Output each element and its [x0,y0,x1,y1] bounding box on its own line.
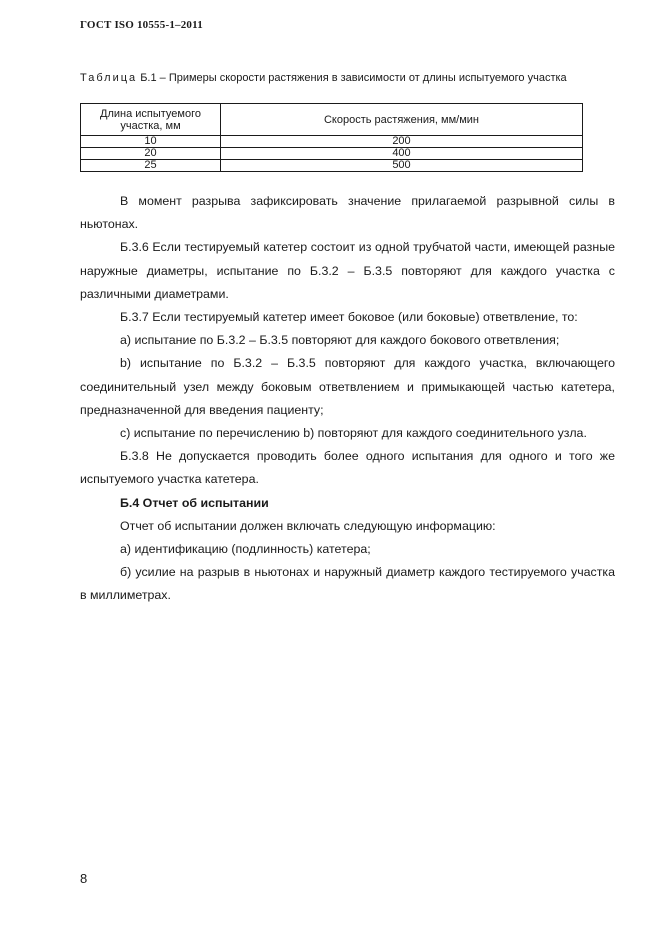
report-item-a: а) идентификацию (подлинность) катетера; [120,542,371,557]
table-caption-text: Б.1 – Примеры скорости растяжения в зависимости от длины испытуемого участка [137,72,567,84]
table-row [81,148,583,160]
table-header-row [81,104,583,136]
table-caption-label: Таблица [80,72,138,84]
table-cell: 10 [81,136,221,148]
table-cell: 500 [221,160,583,172]
table-caption [80,72,590,84]
table-row [81,160,583,172]
table-cell: 200 [221,136,583,148]
table-cell: 25 [81,160,221,172]
paragraph-break-force: В момент разрыва зафиксировать значение прилагаемой разрывной силы в ньютонах. [80,194,615,232]
paragraph-b38: Б.3.8 Не допускается проводить более одного испытания для одного и того же испытуемого участка катетера. [80,449,615,487]
paragraph-b36: Б.3.6 Если тестируемый катетер состоит из одной трубчатой части, имеющей разные наружные диаметры, испытание по Б.3.2 – Б.3.5 повторяют для каждого участка с различными диаметрами. [80,240,615,301]
table-row [81,136,583,148]
speed-table [80,103,583,172]
table-header-length: Длина испытуемого участка, мм [81,104,221,136]
page-number: 8 [80,871,88,886]
list-item-c: c) испытание по перечислению b) повторяют для каждого соединительного узла. [120,426,587,441]
body-text [80,190,615,608]
list-item-b: b) испытание по Б.3.2 – Б.3.5 повторяют для каждого участка, включающего соединительный узел между боковым ответвлением и примыкающей частью катетера, предназначенной для введения пациенту; [80,356,615,417]
table-header-speed: Скорость растяжения, мм/мин [221,104,583,136]
list-item-a: a) испытание по Б.3.2 – Б.3.5 повторяют для каждого бокового ответвления; [120,333,560,348]
table-cell: 20 [81,148,221,160]
table-cell: 400 [221,148,583,160]
report-item-b: б) усилие на разрыв в ньютонах и наружный диаметр каждого тестируемого участка в миллиметрах. [80,565,615,603]
paragraph-report-intro: Отчет об испытании должен включать следующую информацию: [120,518,496,533]
paragraph-b37: Б.3.7 Если тестируемый катетер имеет боковое (или боковые) ответвление, то: [120,310,578,325]
section-heading-b4: Б.4 Отчет об испытании [120,495,269,510]
document-header: ГОСТ ISO 10555-1–2011 [80,19,203,31]
